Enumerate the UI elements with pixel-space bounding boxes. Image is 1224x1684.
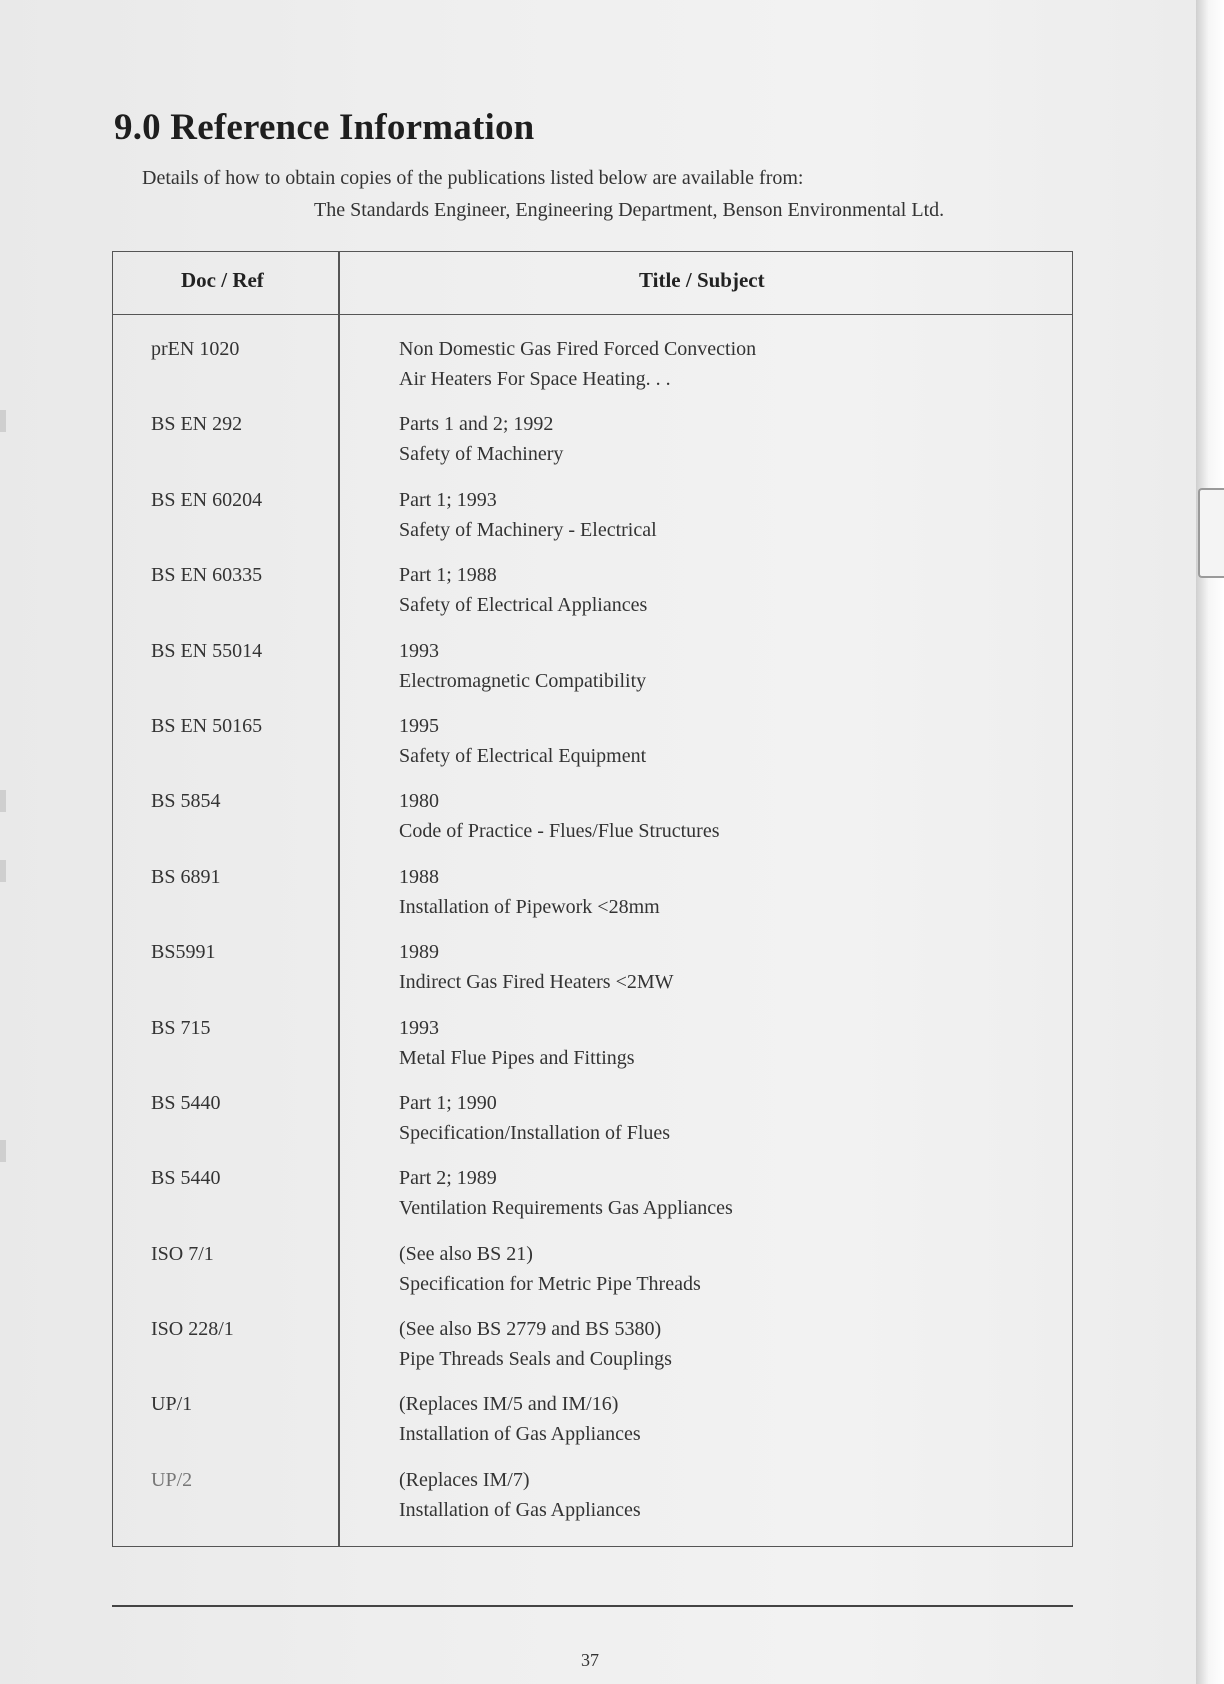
table-row (113, 786, 1072, 861)
title-line-1: Non Domestic Gas Fired Forced Convection (399, 338, 757, 360)
page-number: 37 (581, 1650, 599, 1670)
doc-ref-cell: UP/1 (151, 1393, 193, 1416)
title-line-1: 1980 (399, 790, 439, 813)
doc-ref-cell: BS 5440 (151, 1167, 221, 1190)
table-row (113, 937, 1072, 1012)
doc-ref-cell: ISO 228/1 (151, 1318, 234, 1341)
title-line-1: Part 1; 1988 (399, 564, 497, 587)
doc-ref-cell: prEN 1020 (151, 338, 240, 360)
title-line-2: Specification/Installation of Flues (399, 1121, 671, 1144)
title-cell (399, 334, 756, 394)
table-row (113, 334, 1072, 409)
table-row (113, 1239, 1072, 1314)
margin-mark (0, 860, 6, 882)
title-cell (399, 711, 646, 771)
reference-table (112, 251, 1073, 1547)
title-cell (399, 1163, 733, 1223)
table-row (113, 1314, 1072, 1389)
intro-text: Details of how to obtain copies of the publications listed below are available from: (142, 167, 804, 189)
doc-ref-cell: BS EN 55014 (151, 639, 263, 662)
title-line-1: Part 2; 1989 (399, 1167, 497, 1190)
doc-ref-cell: BS 5854 (151, 790, 221, 813)
doc-ref-cell: BS EN 50165 (151, 714, 263, 737)
table-row (113, 1465, 1072, 1540)
title-line-1: 1988 (399, 865, 439, 888)
title-line-2: Specification for Metric Pipe Threads (399, 1272, 701, 1295)
doc-ref-cell: UP/2 (151, 1468, 193, 1491)
title-line-1: (Replaces IM/5 and IM/16) (399, 1393, 619, 1416)
header-doc-ref: Doc / Ref (181, 268, 264, 292)
table-row (113, 711, 1072, 786)
title-cell (399, 485, 657, 545)
title-cell (399, 1088, 670, 1148)
table-header-row (113, 252, 1072, 315)
table-row (113, 560, 1072, 635)
title-line-2: Indirect Gas Fired Heaters <2MW (399, 971, 674, 994)
title-line-1: Parts 1 and 2; 1992 (399, 413, 554, 436)
title-cell (399, 786, 720, 846)
page-heading: 9.0 Reference Information (114, 107, 535, 148)
table-row (113, 409, 1072, 484)
margin-mark (0, 790, 6, 812)
title-line-1: (Replaces IM/7) (399, 1468, 530, 1491)
table-row (113, 1163, 1072, 1238)
title-cell (399, 1239, 701, 1299)
title-line-2: Safety of Electrical Equipment (399, 744, 647, 767)
doc-ref-cell: BS 6891 (151, 865, 221, 888)
title-cell (399, 409, 563, 469)
section-tab-marker (1198, 488, 1224, 578)
margin-mark (0, 1140, 6, 1162)
title-line-2: Installation of Gas Appliances (399, 1423, 641, 1446)
title-line-1: Part 1; 1993 (399, 488, 497, 511)
title-cell (399, 1389, 641, 1449)
title-line-2: Installation of Pipework <28mm (399, 895, 660, 918)
table-row (113, 862, 1072, 937)
title-line-1: 1995 (399, 714, 439, 737)
title-line-1: Part 1; 1990 (399, 1091, 497, 1114)
header-title-subject: Title / Subject (639, 268, 765, 292)
title-cell (399, 862, 660, 922)
doc-ref-cell: BS5991 (151, 941, 216, 964)
title-cell (399, 937, 674, 997)
title-cell (399, 1013, 635, 1073)
doc-ref-cell: BS EN 60335 (151, 564, 263, 587)
title-cell (399, 560, 647, 620)
doc-ref-cell: BS 715 (151, 1016, 211, 1039)
title-line-2: Electromagnetic Compatibility (399, 669, 647, 692)
title-line-2: Safety of Machinery - Electrical (399, 518, 657, 541)
table-row (113, 636, 1072, 711)
title-line-2: Pipe Threads Seals and Couplings (399, 1348, 672, 1371)
title-line-2: Installation of Gas Appliances (399, 1498, 641, 1521)
title-cell (399, 636, 646, 696)
contact-address: The Standards Engineer, Engineering Department, Benson Environmental Ltd. (314, 199, 945, 221)
title-line-1: (See also BS 2779 and BS 5380) (399, 1318, 662, 1341)
table-body (113, 334, 1072, 1540)
table-row (113, 1389, 1072, 1464)
table-row (113, 1013, 1072, 1088)
table-row (113, 1088, 1072, 1163)
title-cell (399, 1465, 641, 1525)
title-line-1: 1993 (399, 1016, 439, 1039)
title-line-2: Air Heaters For Space Heating. . . (399, 368, 671, 390)
margin-mark (0, 410, 6, 432)
page-edge (1196, 0, 1224, 1684)
footer-rule (112, 1605, 1073, 1607)
title-line-2: Metal Flue Pipes and Fittings (399, 1046, 635, 1069)
title-line-2: Safety of Machinery (399, 443, 564, 466)
title-cell (399, 1314, 672, 1374)
title-line-1: 1989 (399, 941, 439, 964)
title-line-2: Safety of Electrical Appliances (399, 594, 648, 617)
doc-ref-cell: BS EN 292 (151, 413, 243, 436)
doc-ref-cell: ISO 7/1 (151, 1242, 214, 1265)
doc-ref-cell: BS EN 60204 (151, 488, 263, 511)
title-line-1: (See also BS 21) (399, 1242, 533, 1265)
doc-ref-cell: BS 5440 (151, 1091, 221, 1114)
table-row (113, 485, 1072, 560)
title-line-1: 1993 (399, 639, 439, 662)
title-line-2: Ventilation Requirements Gas Appliances (399, 1197, 733, 1220)
title-line-2: Code of Practice - Flues/Flue Structures (399, 820, 720, 843)
